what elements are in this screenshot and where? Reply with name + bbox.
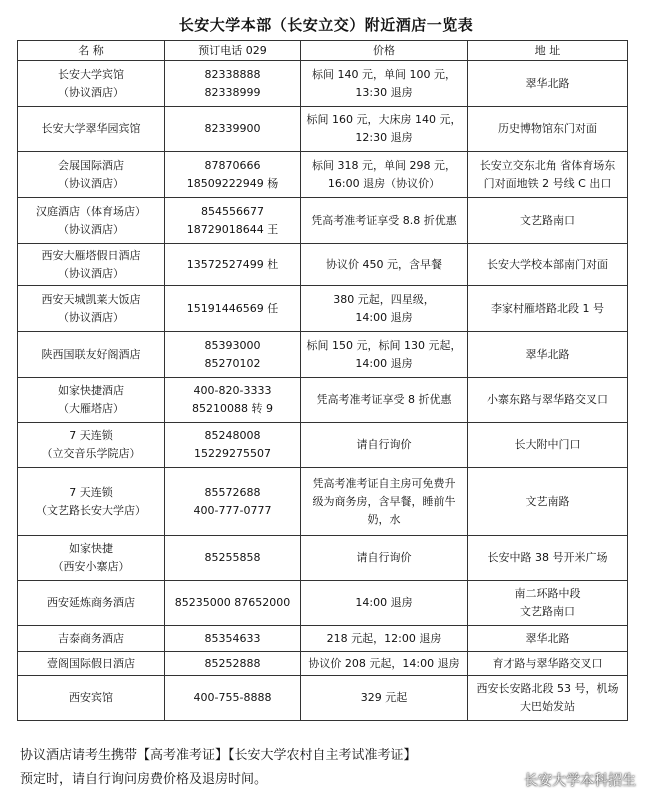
cell-price — [301, 332, 468, 378]
cell-name — [18, 676, 165, 721]
note-line: 协议酒店请考生携带【高考准考证】【长安大学农村自主考试准考证】 — [20, 748, 417, 763]
hotel-table — [17, 40, 628, 721]
cell-name-line: 陕西国联友好阁酒店 — [41, 347, 141, 361]
cell-address — [468, 332, 628, 378]
cell-price-line: 标间 318 元，单间 298 元， — [312, 158, 456, 172]
cell-name-line: （立交音乐学院店） — [41, 447, 141, 460]
watermark — [500, 770, 636, 790]
cell-price-line: 奶，水 — [367, 512, 401, 526]
column-header-name: 名 称 — [18, 41, 165, 61]
cell-price — [301, 468, 468, 536]
cell-address — [468, 581, 628, 626]
cell-name-line: （协议酒店） — [58, 266, 124, 280]
table-row — [18, 61, 628, 107]
cell-name-line: （文艺路长安大学店） — [36, 503, 146, 517]
cell-phone-line: 854556677 — [201, 204, 264, 218]
cell-address-line: 历史博物馆东门对面 — [498, 122, 597, 135]
cell-price-line: 标间 160 元，大床房 140 元， — [306, 113, 462, 126]
cell-price — [301, 676, 468, 721]
cell-price — [301, 244, 468, 286]
cell-price — [301, 581, 468, 626]
note-line: 预定时，请自行询问房费价格及退房时间。 — [20, 772, 268, 787]
cell-phone — [165, 61, 301, 107]
table-row — [18, 332, 628, 378]
cell-address-line: 翠华北路 — [525, 631, 570, 645]
table-row — [18, 581, 628, 626]
cell-price — [301, 286, 468, 332]
cell-address-line: 翠华北路 — [525, 347, 570, 361]
cell-name-line: 西安天城凯莱大饭店 — [41, 292, 141, 306]
cell-address — [468, 152, 628, 198]
cell-phone-line: 400-755-8888 — [193, 691, 272, 704]
cell-address-line: 文艺路南口 — [520, 213, 575, 227]
cell-name — [18, 244, 165, 286]
column-header-address: 地 址 — [468, 41, 628, 61]
cell-name-line: （协议酒店） — [58, 85, 124, 99]
page-title: 长安大学本部（长安立交）附近酒店一览表 — [178, 16, 474, 34]
cell-phone-line: 15229275507 — [194, 447, 271, 460]
table-row — [18, 152, 628, 198]
cell-phone — [165, 198, 301, 244]
table-row — [18, 423, 628, 468]
cell-name — [18, 626, 165, 652]
cell-address — [468, 107, 628, 152]
cell-phone — [165, 332, 301, 378]
cell-address-line: 长安立交东北角 省体育场东 — [479, 158, 616, 172]
cell-address-line: 门对面地铁 2 号线 C 出口 — [483, 176, 612, 190]
cell-name — [18, 423, 165, 468]
cell-name-line: 如家快捷 — [69, 542, 113, 555]
cell-price-line: 协议价 450 元，含早餐 — [326, 257, 442, 271]
cell-address — [468, 61, 628, 107]
cell-price — [301, 423, 468, 468]
cell-phone-line: 85235000 87652000 — [174, 596, 291, 609]
cell-address-line: 长安大学校本部南门对面 — [487, 257, 608, 271]
cell-phone-line: 85572688 — [204, 485, 261, 499]
cell-price-line: 协议价 208 元起，14:00 退房 — [308, 656, 460, 670]
cell-price-line: 请自行询价 — [356, 438, 412, 451]
cell-price-line: 14:00 退房 — [355, 596, 413, 609]
cell-address-line: 文艺路南口 — [520, 605, 575, 618]
cell-address — [468, 244, 628, 286]
table-header-row — [18, 41, 628, 61]
cell-name-line: 汉庭酒店（体育场店） — [36, 204, 146, 218]
cell-phone — [165, 581, 301, 626]
cell-price — [301, 107, 468, 152]
cell-name-line: （协议酒店） — [58, 310, 124, 324]
cell-address-line: 长大附中门口 — [514, 438, 581, 451]
cell-phone — [165, 676, 301, 721]
cell-address-line: 长安中路 38 号开米广场 — [487, 551, 608, 564]
cell-phone-line: 18509222949 杨 — [186, 176, 279, 190]
cell-price-line: 13:30 退房 — [355, 85, 413, 99]
cell-phone-line: 85252888 — [204, 656, 261, 670]
table-row — [18, 676, 628, 721]
table-row — [18, 378, 628, 423]
cell-phone-line: 18729018644 王 — [186, 222, 279, 236]
cell-price-line: 级为商务房，含早餐，睡前牛 — [312, 494, 456, 508]
cell-name-line: 7 天连锁 — [69, 429, 113, 442]
cell-address — [468, 652, 628, 676]
cell-price-line: 380 元起，四星级， — [333, 292, 435, 306]
cell-price-line: 329 元起 — [360, 691, 408, 704]
cell-name — [18, 107, 165, 152]
cell-phone — [165, 152, 301, 198]
table-row — [18, 198, 628, 244]
cell-price — [301, 536, 468, 581]
cell-phone — [165, 378, 301, 423]
cell-phone — [165, 626, 301, 652]
cell-phone — [165, 536, 301, 581]
cell-address-line: 翠华北路 — [525, 76, 570, 90]
cell-name — [18, 378, 165, 423]
cell-name — [18, 198, 165, 244]
cell-name — [18, 652, 165, 676]
cell-phone-line: 85248008 — [204, 429, 261, 442]
table-row — [18, 286, 628, 332]
table-row — [18, 626, 628, 652]
cell-price-line: 标间 140 元，单间 100 元， — [312, 67, 456, 81]
cell-phone — [165, 423, 301, 468]
cell-address — [468, 468, 628, 536]
cell-name-line: 7 天连锁 — [69, 485, 113, 499]
cell-name — [18, 468, 165, 536]
cell-address — [468, 286, 628, 332]
cell-name-line: （协议酒店） — [58, 222, 124, 236]
cell-price-line: 16:00 退房（协议价） — [327, 176, 441, 190]
cell-phone-line: 82339900 — [204, 122, 261, 135]
cell-phone-line: 85393000 — [204, 338, 261, 352]
cell-price — [301, 152, 468, 198]
cell-address-line: 育才路与翠华路交叉口 — [492, 656, 603, 670]
cell-name — [18, 536, 165, 581]
cell-name-line: 西安大雁塔假日酒店 — [41, 248, 141, 262]
cell-name-line: （大雁塔店） — [58, 402, 124, 415]
cell-address — [468, 676, 628, 721]
cell-address-line: 南二环路中段 — [514, 587, 581, 600]
table-row — [18, 652, 628, 676]
watermark-text: 长安大学本科招生 — [524, 773, 636, 789]
hotel-rows — [18, 61, 628, 721]
cell-phone — [165, 286, 301, 332]
cell-name — [18, 581, 165, 626]
cell-price-line: 12:30 退房 — [355, 131, 413, 144]
cell-name — [18, 332, 165, 378]
cell-address — [468, 198, 628, 244]
cell-price-line: 14:00 退房 — [355, 356, 413, 370]
cell-name-line: 长安大学翠华园宾馆 — [41, 122, 141, 135]
cell-address — [468, 423, 628, 468]
cell-price — [301, 378, 468, 423]
cell-phone-line: 400-777-0777 — [193, 503, 272, 517]
cell-address — [468, 626, 628, 652]
cell-phone-line: 82338888 — [204, 67, 261, 81]
cell-price-line: 凭高考准考证享受 8.8 折优惠 — [311, 213, 457, 227]
cell-phone — [165, 652, 301, 676]
cell-phone-line: 85354633 — [204, 631, 261, 645]
cell-phone-line: 15191446569 任 — [186, 301, 279, 315]
cell-phone-line: 13572527499 杜 — [186, 257, 279, 271]
cell-price — [301, 626, 468, 652]
table-row — [18, 468, 628, 536]
cell-name-line: 吉泰商务酒店 — [58, 631, 124, 645]
cell-phone-line: 400-820-3333 — [193, 384, 272, 397]
cell-phone — [165, 107, 301, 152]
cell-price — [301, 652, 468, 676]
cell-name — [18, 61, 165, 107]
cell-name-line: 会展国际酒店 — [58, 158, 124, 172]
cell-address-line: 西安长安路北段 53 号，机场 — [476, 682, 619, 695]
cell-name-line: 西安宾馆 — [69, 691, 113, 704]
cell-address — [468, 536, 628, 581]
cell-phone-line: 85255858 — [204, 551, 261, 564]
cell-name-line: 长安大学宾馆 — [58, 67, 124, 81]
cell-name-line: （协议酒店） — [58, 176, 124, 190]
cell-phone-line: 85270102 — [204, 356, 261, 370]
cell-name — [18, 286, 165, 332]
table-row — [18, 536, 628, 581]
cell-name — [18, 152, 165, 198]
cell-phone-line: 85210088 转 9 — [192, 402, 273, 415]
cell-price-line: 14:00 退房 — [355, 310, 413, 324]
cell-phone — [165, 468, 301, 536]
cell-name-line: （西安小寨店） — [52, 560, 130, 573]
cell-phone-line: 82338999 — [204, 85, 261, 99]
cell-address-line: 李家村雁塔路北段 1 号 — [491, 301, 604, 315]
cell-address-line: 文艺南路 — [525, 494, 570, 508]
cell-name-line: 西安延炼商务酒店 — [47, 596, 135, 609]
cell-price-line: 请自行询价 — [356, 551, 412, 564]
wechat-icon — [500, 772, 520, 789]
table-row — [18, 107, 628, 152]
cell-price — [301, 198, 468, 244]
cell-price — [301, 61, 468, 107]
cell-name-line: 壹阁国际假日酒店 — [47, 656, 135, 670]
column-header-price: 价格 — [301, 41, 468, 61]
cell-address — [468, 378, 628, 423]
cell-phone — [165, 244, 301, 286]
cell-address-line: 大巴始发站 — [520, 700, 575, 713]
cell-price-line: 凭高考准考证自主房可免费升 — [312, 476, 456, 490]
cell-address-line: 小寨东路与翠华路交叉口 — [487, 393, 608, 406]
cell-price-line: 标间 150 元，标间 130 元起， — [306, 338, 462, 352]
cell-name-line: 如家快捷酒店 — [58, 384, 124, 397]
table-row — [18, 244, 628, 286]
cell-phone-line: 87870666 — [204, 158, 261, 172]
column-header-phone: 预订电话 029 — [165, 41, 301, 61]
cell-price-line: 凭高考准考证享受 8 折优惠 — [316, 393, 452, 406]
cell-price-line: 218 元起，12:00 退房 — [326, 631, 442, 645]
